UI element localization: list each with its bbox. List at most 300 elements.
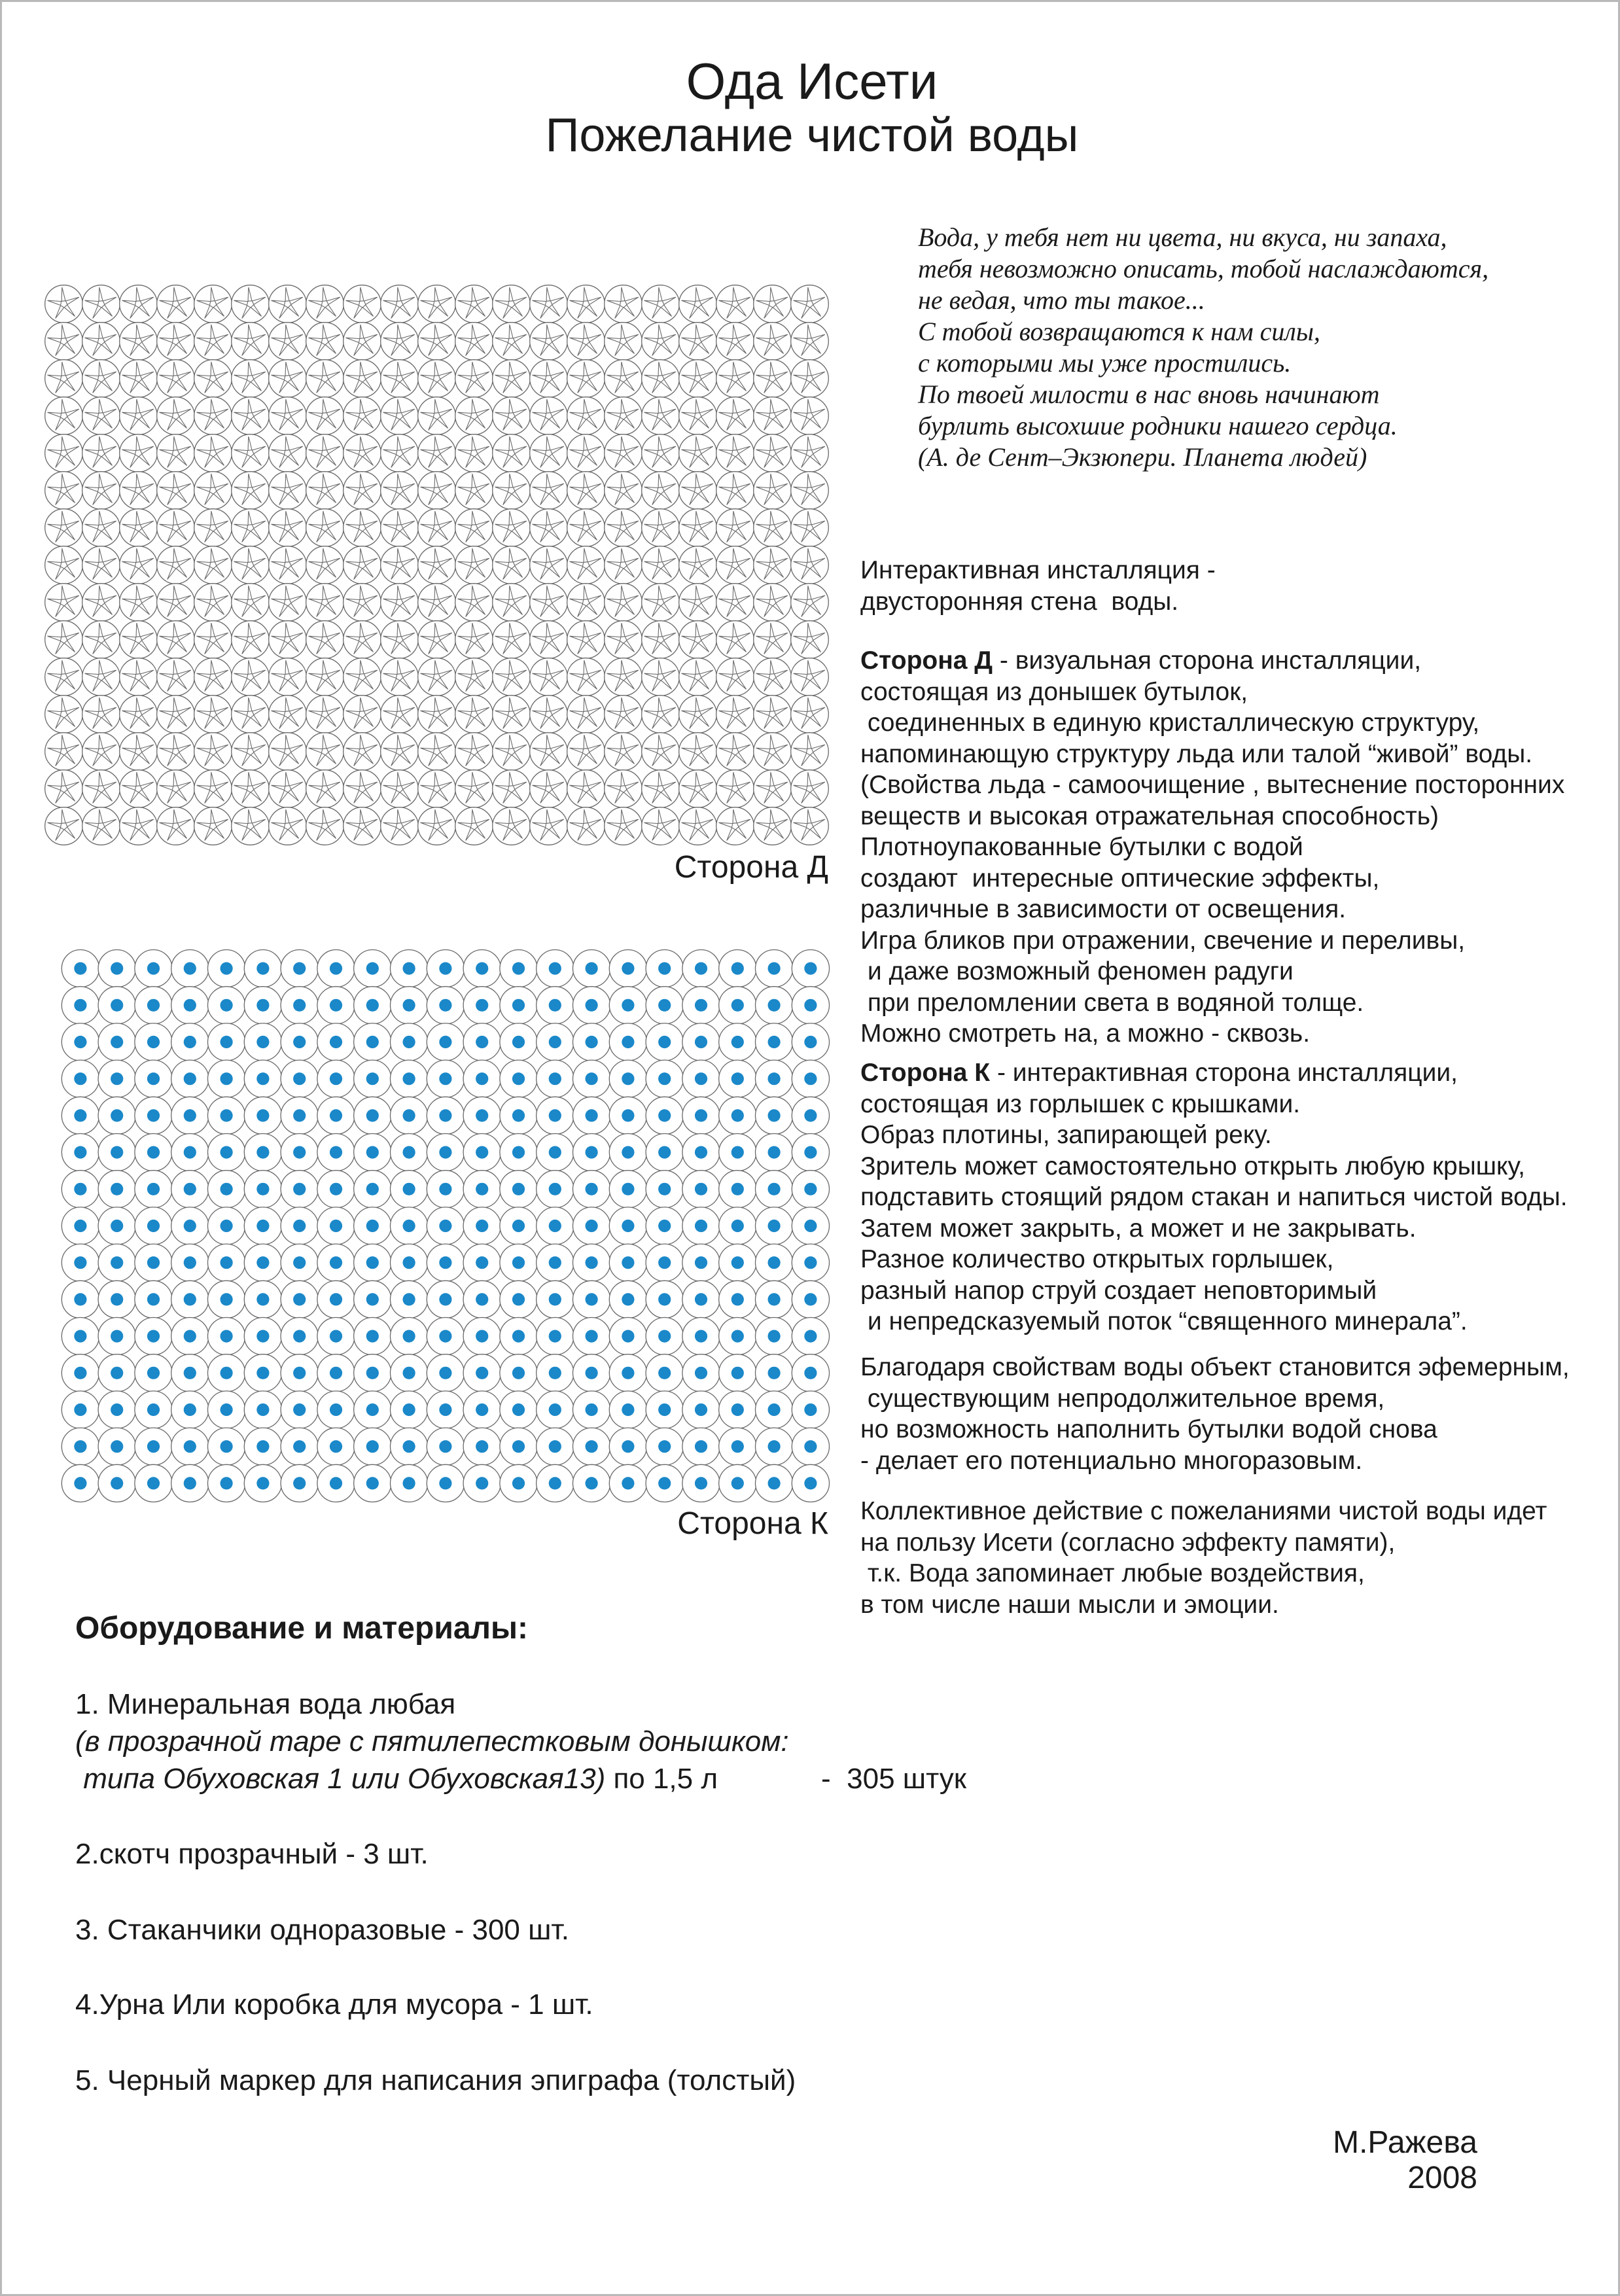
- bottle-cap-icon: [573, 987, 610, 1024]
- bottle-bottom-icon: [642, 546, 680, 584]
- bottle-bottom-icon: [418, 546, 456, 584]
- bottle-bottom-icon: [493, 360, 531, 398]
- bottle-cap-icon: [354, 1391, 391, 1428]
- bottle-bottom-icon: [567, 509, 605, 547]
- bottle-cap-icon: [427, 1097, 464, 1134]
- bottle-bottom-icon: [493, 621, 531, 659]
- bottle-bottom-icon: [642, 807, 680, 845]
- bottle-bottom-icon: [716, 807, 754, 845]
- bottle-bottom-icon: [157, 546, 195, 584]
- equipment-item-4: 4.Урна Или коробка для мусора - 1 шт.: [75, 1988, 593, 2021]
- bottle-bottom-icon: [381, 696, 419, 733]
- bottle-bottom-icon: [567, 696, 605, 733]
- text-line: Вода, у тебя нет ни цвета, ни вкуса, ни запаха,: [918, 222, 1447, 252]
- text-line: бурлить высохшие родники нашего сердца.: [918, 411, 1398, 440]
- bottle-cap-icon: [463, 1207, 501, 1245]
- bottle-cap-icon: [609, 1280, 646, 1318]
- bottle-bottom-icon: [791, 546, 829, 584]
- bottle-cap-icon: [171, 1097, 209, 1134]
- bottle-cap-icon: [208, 1391, 245, 1428]
- bottle-cap-icon: [98, 987, 135, 1024]
- bottle-cap-icon: [281, 1134, 318, 1171]
- bottle-bottom-icon: [716, 546, 754, 584]
- bottle-cap-icon: [135, 1097, 172, 1134]
- bottle-cap-icon: [135, 1391, 172, 1428]
- bottle-cap-icon: [244, 987, 281, 1024]
- page-title-line2: Пожелание чистой воды: [545, 109, 1079, 162]
- bottle-cap-icon: [682, 1207, 720, 1245]
- bottle-cap-icon: [208, 1318, 245, 1355]
- intro-paragraph: [860, 555, 1216, 617]
- bottle-bottom-icon: [493, 397, 531, 435]
- bottle-bottom-icon: [567, 733, 605, 771]
- equipment-item-1-count: - 305 штук: [821, 1763, 966, 1795]
- bottle-cap-icon: [646, 1464, 683, 1502]
- bottle-bottom-icon: [418, 696, 456, 733]
- bottle-bottom-icon: [567, 360, 605, 398]
- bottle-bottom-icon: [232, 472, 270, 510]
- text-line: Интерактивная инсталляция -: [860, 556, 1216, 584]
- bottle-cap-icon: [719, 1060, 756, 1097]
- bottle-bottom-icon: [306, 397, 344, 435]
- bottle-cap-icon: [463, 1060, 501, 1097]
- bottle-cap-icon: [281, 1354, 318, 1392]
- bottle-bottom-icon: [679, 621, 717, 659]
- bottle-bottom-icon: [157, 621, 195, 659]
- bottle-cap-icon: [427, 1060, 464, 1097]
- bottle-cap-icon: [463, 1280, 501, 1318]
- bottle-bottom-icon: [605, 472, 643, 510]
- bottle-bottom-icon: [530, 546, 568, 584]
- bottle-bottom-icon: [605, 323, 643, 361]
- bottle-cap-icon: [171, 1354, 209, 1392]
- bottle-cap-icon: [537, 1171, 574, 1208]
- bottle-bottom-icon: [754, 360, 792, 398]
- bottle-bottom-icon: [82, 285, 120, 323]
- bottle-cap-icon: [171, 1060, 209, 1097]
- bottle-bottom-icon: [269, 323, 307, 361]
- bottle-bottom-icon: [679, 397, 717, 435]
- bottle-bottom-icon: [567, 584, 605, 622]
- bottle-cap-icon: [317, 1023, 355, 1061]
- bottle-bottom-icon: [306, 658, 344, 696]
- bottle-cap-icon: [391, 1134, 428, 1171]
- text-line: создают интересные оптические эффекты,: [860, 864, 1380, 892]
- bottle-bottom-icon: [679, 472, 717, 510]
- bottle-cap-icon: [354, 1428, 391, 1465]
- bottle-cap-icon: [98, 1244, 135, 1281]
- bottle-bottom-icon: [120, 658, 158, 696]
- bottle-cap-icon: [463, 987, 501, 1024]
- bottle-cap-icon: [537, 1318, 574, 1355]
- bottle-bottom-icon: [45, 285, 83, 323]
- bottle-cap-icon: [317, 1280, 355, 1318]
- bottle-cap-icon: [244, 1354, 281, 1392]
- bottle-cap-icon: [609, 1391, 646, 1428]
- text-line: (А. де Сент–Экзюпери. Планета людей): [918, 442, 1367, 472]
- bottle-cap-icon: [609, 950, 646, 987]
- bottle-cap-icon: [682, 1428, 720, 1465]
- bottle-cap-icon: [537, 1207, 574, 1245]
- bottle-cap-icon: [500, 950, 537, 987]
- bottle-bottom-icon: [45, 658, 83, 696]
- equipment-item-1-line2: (в прозрачной таре с пятилепестковым донышком:: [75, 1725, 789, 1757]
- bottle-cap-icon: [427, 1318, 464, 1355]
- bottle-cap-icon: [500, 1023, 537, 1061]
- bottle-bottom-icon: [791, 472, 829, 510]
- bottle-bottom-icon: [455, 584, 493, 622]
- bottle-bottom-icon: [381, 546, 419, 584]
- bottle-bottom-icon: [381, 434, 419, 472]
- bottle-cap-icon: [756, 1207, 793, 1245]
- bottle-bottom-icon: [269, 621, 307, 659]
- bottle-bottom-icon: [381, 509, 419, 547]
- bottle-bottom-icon: [232, 658, 270, 696]
- bottle-bottom-icon: [343, 360, 381, 398]
- bottle-cap-icon: [354, 1318, 391, 1355]
- bottle-cap-icon: [719, 1171, 756, 1208]
- signature-author: М.Ражева: [1333, 2125, 1477, 2160]
- bottle-cap-icon: [135, 1428, 172, 1465]
- bottle-cap-icon: [646, 1354, 683, 1392]
- bottle-cap-icon: [792, 1428, 829, 1465]
- bottle-bottom-icon: [82, 397, 120, 435]
- bottle-cap-icon: [682, 1134, 720, 1171]
- bottle-bottom-icon: [381, 584, 419, 622]
- bottle-cap-icon: [391, 950, 428, 987]
- bottle-cap-icon: [98, 1464, 135, 1502]
- bottle-bottom-icon: [418, 360, 456, 398]
- bottle-cap-icon: [573, 1280, 610, 1318]
- bottle-bottom-icon: [120, 733, 158, 771]
- signature-year: 2008: [1407, 2161, 1477, 2195]
- bottle-cap-icon: [208, 1060, 245, 1097]
- bottle-cap-icon: [573, 1391, 610, 1428]
- bottle-bottom-icon: [381, 397, 419, 435]
- bottle-bottom-icon: [716, 323, 754, 361]
- bottle-bottom-icon: [120, 360, 158, 398]
- bottle-cap-icon: [537, 1134, 574, 1171]
- bottle-bottom-icon: [605, 397, 643, 435]
- bottle-cap-icon: [500, 1171, 537, 1208]
- bottle-bottom-icon: [306, 584, 344, 622]
- bottle-bottom-icon: [82, 584, 120, 622]
- bottle-bottom-icon: [679, 360, 717, 398]
- bottle-cap-icon: [609, 1134, 646, 1171]
- text-line: Затем может закрыть, а может и не закрывать.: [860, 1214, 1417, 1243]
- bottle-bottom-icon: [530, 621, 568, 659]
- bottle-cap-icon: [682, 987, 720, 1024]
- bottle-cap-icon: [792, 987, 829, 1024]
- bottle-bottom-icon: [567, 770, 605, 808]
- bottle-cap-icon: [756, 950, 793, 987]
- bottle-cap-icon: [500, 1280, 537, 1318]
- bottle-cap-icon: [354, 1023, 391, 1061]
- bottle-cap-icon: [756, 1464, 793, 1502]
- bottle-bottom-icon: [679, 434, 717, 472]
- bottle-cap-icon: [135, 1134, 172, 1171]
- bottle-bottom-icon: [269, 584, 307, 622]
- bottle-bottom-icon: [120, 434, 158, 472]
- bottle-cap-icon: [317, 1097, 355, 1134]
- text-line: Разное количество открытых горлышек,: [860, 1245, 1334, 1273]
- bottle-cap-icon: [792, 1318, 829, 1355]
- bottle-cap-icon: [391, 1244, 428, 1281]
- bottle-bottom-icon: [679, 696, 717, 733]
- bottle-cap-icon: [682, 1244, 720, 1281]
- bottle-bottom-icon: [605, 546, 643, 584]
- bottle-bottom-icon: [157, 360, 195, 398]
- bottle-cap-icon: [317, 1428, 355, 1465]
- bottle-bottom-icon: [232, 696, 270, 733]
- bottle-cap-icon: [682, 1318, 720, 1355]
- bottle-bottom-icon: [754, 621, 792, 659]
- bottle-cap-icon: [427, 1171, 464, 1208]
- bottle-bottom-icon: [306, 472, 344, 510]
- bottle-cap-icon: [62, 1354, 99, 1392]
- bottle-bottom-icon: [754, 323, 792, 361]
- bottle-bottom-icon: [381, 733, 419, 771]
- bottle-bottom-icon: [530, 285, 568, 323]
- bottle-cap-icon: [756, 1097, 793, 1134]
- text-line: Можно смотреть на, а можно - сквозь.: [860, 1019, 1311, 1048]
- bottle-cap-icon: [135, 1060, 172, 1097]
- bottle-bottom-icon: [194, 770, 232, 808]
- bottle-cap-icon: [646, 1428, 683, 1465]
- bottle-bottom-icon: [455, 397, 493, 435]
- bottle-bottom-icon: [120, 621, 158, 659]
- bottle-cap-icon: [646, 1097, 683, 1134]
- bottle-cap-icon: [281, 987, 318, 1024]
- text-line: тебя невозможно описать, тобой наслаждаются,: [918, 254, 1489, 283]
- bottle-cap-icon: [427, 950, 464, 987]
- bottle-bottom-icon: [754, 658, 792, 696]
- bottle-cap-icon: [171, 1244, 209, 1281]
- bottle-cap-icon: [427, 1391, 464, 1428]
- bottle-bottom-icon: [605, 285, 643, 323]
- bottle-cap-icon: [719, 1207, 756, 1245]
- bottle-cap-icon: [537, 1280, 574, 1318]
- bottle-bottom-icon: [716, 397, 754, 435]
- bottle-cap-icon: [62, 1207, 99, 1245]
- bottle-cap-icon: [573, 1464, 610, 1502]
- bottle-bottom-icon: [791, 509, 829, 547]
- bottle-bottom-icon: [120, 472, 158, 510]
- bottle-cap-icon: [537, 1354, 574, 1392]
- bottle-bottom-icon: [306, 509, 344, 547]
- bottle-bottom-icon: [642, 434, 680, 472]
- bottle-cap-icon: [244, 1318, 281, 1355]
- bottle-cap-icon: [427, 1134, 464, 1171]
- side-k-paragraph: [860, 1057, 1568, 1337]
- bottle-cap-icon: [756, 1060, 793, 1097]
- bottle-cap-icon: [792, 1391, 829, 1428]
- bottle-caps-grid: [62, 950, 829, 1502]
- equipment-heading: Оборудование и материалы:: [75, 1611, 528, 1646]
- text-line: веществ и высокая отражательная способность): [860, 802, 1439, 830]
- bottle-cap-icon: [317, 1134, 355, 1171]
- bottle-bottom-icon: [493, 770, 531, 808]
- bottle-bottom-icon: [418, 397, 456, 435]
- bottle-cap-icon: [62, 1464, 99, 1502]
- bottle-cap-icon: [391, 987, 428, 1024]
- bottle-cap-icon: [62, 1391, 99, 1428]
- bottle-bottom-icon: [455, 696, 493, 733]
- bottle-bottom-icon: [679, 323, 717, 361]
- bottle-bottom-icon: [679, 285, 717, 323]
- bottle-cap-icon: [281, 1244, 318, 1281]
- bottle-bottom-icon: [45, 807, 83, 845]
- bottle-cap-icon: [208, 1280, 245, 1318]
- bottle-cap-icon: [135, 950, 172, 987]
- bottle-bottom-icon: [791, 360, 829, 398]
- bottle-bottom-icon: [232, 584, 270, 622]
- bottle-cap-icon: [281, 1171, 318, 1208]
- bottle-bottom-icon: [455, 546, 493, 584]
- bottle-cap-icon: [317, 987, 355, 1024]
- bottle-bottom-icon: [716, 770, 754, 808]
- bottle-cap-icon: [463, 1428, 501, 1465]
- bottle-bottom-icon: [605, 807, 643, 845]
- bottle-bottom-icon: [455, 621, 493, 659]
- text-line: состоящая из донышек бутылок,: [860, 677, 1248, 706]
- bottle-bottom-icon: [716, 285, 754, 323]
- bottle-bottom-icon: [120, 807, 158, 845]
- bottle-bottom-icon: [791, 696, 829, 733]
- bottle-cap-icon: [792, 1097, 829, 1134]
- bottle-cap-icon: [756, 1171, 793, 1208]
- bottle-cap-icon: [756, 987, 793, 1024]
- bottle-cap-icon: [756, 1134, 793, 1171]
- bottle-cap-icon: [98, 1207, 135, 1245]
- equipment-item-5: 5. Черный маркер для написания эпиграфа (толстый): [75, 2064, 796, 2096]
- bottle-cap-icon: [244, 1023, 281, 1061]
- bottle-cap-icon: [682, 1464, 720, 1502]
- bottle-cap-icon: [281, 1097, 318, 1134]
- bottle-cap-icon: [171, 1207, 209, 1245]
- bottle-cap-icon: [171, 1171, 209, 1208]
- bottle-cap-icon: [646, 1023, 683, 1061]
- bottle-bottom-icon: [194, 658, 232, 696]
- bottle-cap-icon: [719, 1134, 756, 1171]
- bottle-cap-icon: [391, 1391, 428, 1428]
- bottle-cap-icon: [719, 1280, 756, 1318]
- bottle-bottom-icon: [642, 360, 680, 398]
- bottle-cap-icon: [62, 1023, 99, 1061]
- bottle-cap-icon: [98, 1171, 135, 1208]
- text-line: но возможность наполнить бутылки водой снова: [860, 1415, 1437, 1443]
- bottle-bottom-icon: [120, 584, 158, 622]
- bottle-cap-icon: [391, 1354, 428, 1392]
- bottle-bottom-icon: [306, 696, 344, 733]
- bottle-bottom-icon: [418, 770, 456, 808]
- bottle-bottom-icon: [754, 285, 792, 323]
- bottle-bottom-icon: [418, 621, 456, 659]
- bottle-cap-icon: [609, 1171, 646, 1208]
- bottle-cap-icon: [391, 1023, 428, 1061]
- bottle-bottom-icon: [306, 546, 344, 584]
- bottle-bottom-icon: [493, 509, 531, 547]
- bottle-bottom-icon: [343, 621, 381, 659]
- bottle-cap-icon: [573, 950, 610, 987]
- text-line: Благодаря свойствам воды объект становится эфемерным,: [860, 1353, 1570, 1381]
- bottle-bottom-icon: [45, 323, 83, 361]
- bottle-bottom-icon: [306, 621, 344, 659]
- bottle-cap-icon: [281, 1464, 318, 1502]
- bottle-bottom-icon: [82, 807, 120, 845]
- bottle-bottom-icon: [791, 323, 829, 361]
- bottle-cap-icon: [427, 1464, 464, 1502]
- bottle-cap-icon: [281, 1428, 318, 1465]
- bottle-cap-icon: [537, 1060, 574, 1097]
- bottle-cap-icon: [62, 950, 99, 987]
- bottle-cap-icon: [281, 1318, 318, 1355]
- bottle-bottom-icon: [45, 621, 83, 659]
- bottle-bottom-icon: [269, 770, 307, 808]
- bottle-bottom-icon: [343, 323, 381, 361]
- bottle-cap-icon: [792, 950, 829, 987]
- text-line: состоящая из горлышек с крышками.: [860, 1089, 1301, 1118]
- text-line: - делает его потенциально многоразовым.: [860, 1446, 1363, 1475]
- bottle-cap-icon: [792, 1207, 829, 1245]
- bottle-bottom-icon: [791, 621, 829, 659]
- bottle-cap-icon: [171, 1391, 209, 1428]
- bottle-cap-icon: [354, 1280, 391, 1318]
- bottle-cap-icon: [62, 1171, 99, 1208]
- bottle-cap-icon: [98, 1428, 135, 1465]
- page-title: [2, 53, 1620, 162]
- bottle-bottom-icon: [343, 807, 381, 845]
- bottle-bottom-icon: [232, 546, 270, 584]
- text-line: (Свойства льда - самоочищение , вытеснение посторонних: [860, 771, 1565, 799]
- bottle-cap-icon: [719, 1428, 756, 1465]
- bottle-cap-icon: [135, 1171, 172, 1208]
- bottle-cap-icon: [98, 1023, 135, 1061]
- bottle-cap-icon: [719, 1023, 756, 1061]
- bottle-bottom-icon: [306, 807, 344, 845]
- bottle-cap-icon: [537, 1391, 574, 1428]
- bottle-bottom-icon: [269, 509, 307, 547]
- bottle-bottom-icon: [493, 546, 531, 584]
- bottle-bottom-icon: [567, 658, 605, 696]
- bottle-bottom-icon: [418, 733, 456, 771]
- bottle-cap-icon: [682, 1391, 720, 1428]
- bottle-bottom-icon: [493, 807, 531, 845]
- bottle-bottom-icon: [530, 509, 568, 547]
- text-line: соединенных в единую кристаллическую структуру,: [860, 709, 1480, 737]
- bottle-cap-icon: [756, 1244, 793, 1281]
- bottle-cap-icon: [573, 1097, 610, 1134]
- bottle-cap-icon: [354, 1244, 391, 1281]
- bottle-bottom-icon: [120, 509, 158, 547]
- bottle-bottom-icon: [605, 696, 643, 733]
- bottle-bottom-icon: [754, 807, 792, 845]
- bottle-cap-icon: [463, 1171, 501, 1208]
- bottle-cap-icon: [756, 1354, 793, 1392]
- bottle-cap-icon: [463, 1023, 501, 1061]
- bottle-bottom-icon: [45, 733, 83, 771]
- bottle-cap-icon: [682, 1060, 720, 1097]
- bottle-bottom-icon: [605, 658, 643, 696]
- bottle-cap-icon: [171, 1023, 209, 1061]
- bottle-bottom-icon: [381, 323, 419, 361]
- bottle-cap-icon: [500, 987, 537, 1024]
- bottle-cap-icon: [646, 1171, 683, 1208]
- bottle-bottom-icon: [679, 509, 717, 547]
- bottle-cap-icon: [427, 987, 464, 1024]
- bottle-bottom-icon: [418, 323, 456, 361]
- bottle-bottom-icon: [455, 434, 493, 472]
